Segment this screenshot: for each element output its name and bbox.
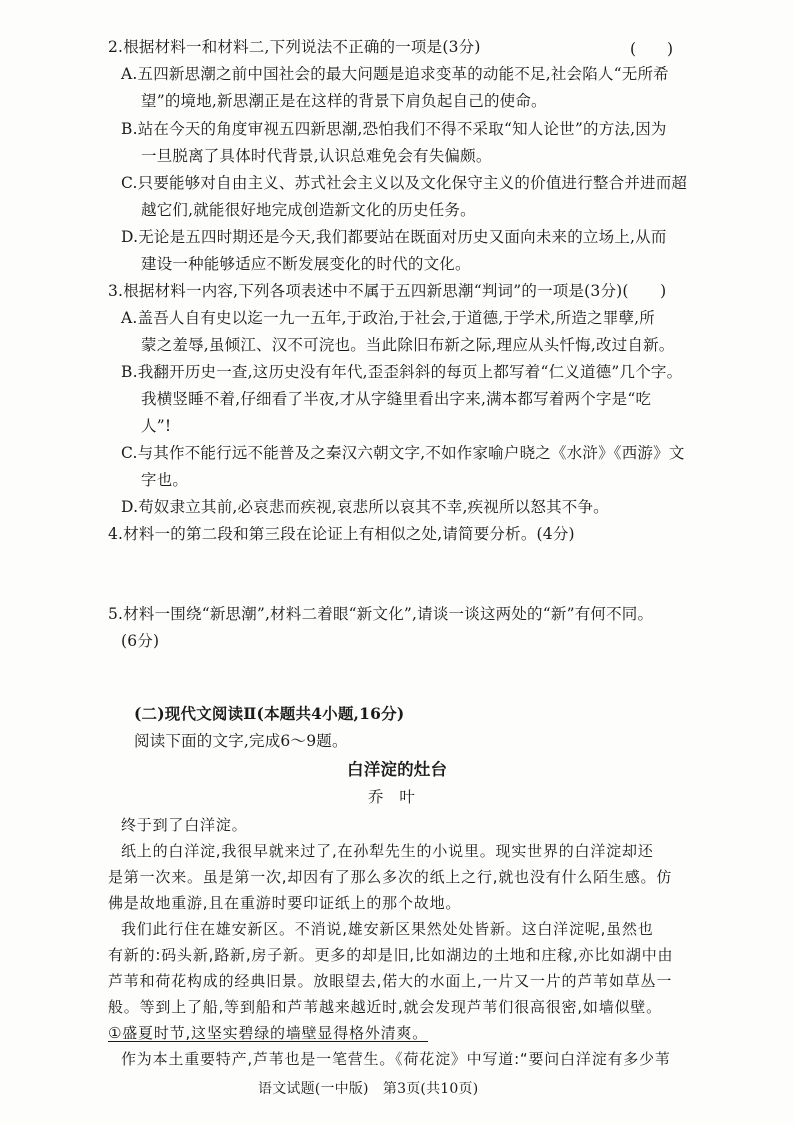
story-underlined-sentence: ①盛夏时节,这坚实碧绿的墙壁显得格外清爽。 (108, 1024, 429, 1042)
story-paragraph-3: 我们此行住在雄安新区。不消说,雄安新区果然处处皆新。这白洋淀呢,虽然也 (121, 920, 654, 938)
story-paragraph-3-cont: 有新的:码头新,路新,房子新。更多的却是旧,比如湖边的土地和庄稼,亦比如湖中由 (108, 946, 674, 964)
q3-option-c-cont: 字也。 (141, 471, 189, 489)
q5-stem-cont: (6分) (121, 632, 160, 650)
article-title: 白洋淀的灶台 (347, 760, 448, 779)
story-paragraph-3-cont2: 芦苇和荷花构成的经典旧景。放眼望去,偌大的水面上,一片又一片的芦苇如草丛一 (108, 972, 673, 990)
q3-option-b-cont2: 人”! (141, 417, 172, 435)
q2-option-b: B.站在今天的角度审视五四新思潮,恐怕我们不得不采取“知人论世”的方法,因为 (121, 120, 667, 138)
story-paragraph-4: 作为本土重要特产,芦苇也是一笔营生。《荷花淀》中写道:“要问白洋淀有多少苇 (121, 1050, 671, 1068)
q4-stem: 4.材料一的第二段和第三段在论证上有相似之处,请简要分析。(4分) (108, 525, 575, 543)
q2-stem: 2.根据材料一和材料二,下列说法不正确的一项是(3分) (108, 38, 481, 56)
q2-option-a: A.五四新思潮之前中国社会的最大问题是追求变革的动能不足,社会陷人“无所希 (121, 65, 669, 83)
q2-option-c-cont: 越它们,就能很好地完成创造新文化的历史任务。 (141, 201, 476, 219)
q3-option-d: D.苟奴隶立其前,必哀悲而疾视,哀悲所以哀其不幸,疾视所以怒其不争。 (121, 498, 609, 516)
q3-option-a: A.盖吾人自有史以迄一九一五年,于政治,于社会,于道德,于学术,所造之罪孽,所 (121, 309, 655, 327)
q2-option-a-cont: 望”的境地,新思潮正是在这样的背景下肩负起自己的使命。 (141, 92, 547, 110)
section-heading: (二)现代文阅读Ⅱ(本题共4小题,16分) (134, 704, 405, 723)
story-paragraph-2-cont2: 佛是故地重游,且在重游时要印证纸上的那个故地。 (108, 894, 462, 912)
page-footer: 语文试题(一中版) 第3页(共10页) (258, 1081, 479, 1097)
q2-answer-bracket: ( ) (630, 40, 674, 58)
q3-stem: 3.根据材料一内容,下列各项表述中不属于五四新思潮“判词”的一项是(3分)( ) (108, 282, 667, 300)
article-author: 乔 叶 (368, 788, 416, 806)
story-paragraph-2: 纸上的白洋淀,我很早就来过了,在孙犁先生的小说里。现实世界的白洋淀却还 (121, 842, 654, 860)
q2-option-d-cont: 建设一种能够适应不断发展变化的时代的文化。 (141, 255, 471, 273)
q2-option-b-cont: 一旦脱离了具体时代背景,认识总难免会有失偏颇。 (141, 147, 492, 165)
q5-stem: 5.材料一围绕“新思潮”,材料二着眼“新文化”,请谈一谈这两处的“新”有何不同。 (108, 605, 654, 623)
q2-option-c: C.只要能够对自由主义、苏式社会主义以及文化保守主义的价值进行整合并进而超 (121, 174, 688, 192)
story-paragraph-3-cont3: 般。等到上了船,等到船和芦苇越来越近时,就会发现芦苇们很高很密,如墙似壁。 (108, 998, 662, 1016)
section-instruction: 阅读下面的文字,完成6～9题。 (134, 732, 348, 750)
q3-option-c: C.与其作不能行远不能普及之秦汉六朝文字,不如作家喻户晓之《水浒》《西游》文 (121, 444, 685, 462)
story-paragraph-2-cont: 是第一次来。虽是第一次,却因有了那么多次的纸上之行,就也没有什么陌生感。仿 (108, 868, 673, 886)
q3-option-a-cont: 蒙之羞辱,虽倾江、汉不可浣也。当此除旧布新之际,理应从头忏悔,改过自新。 (141, 336, 675, 354)
story-paragraph-1: 终于到了白洋淀。 (121, 816, 248, 834)
q2-option-d: D.无论是五四时期还是今天,我们都要站在既面对历史又面向未来的立场上,从而 (121, 228, 667, 246)
q3-option-b-cont: 我横竖睡不着,仔细看了半夜,才从字缝里看出字来,满本都写着两个字是“吃 (141, 390, 652, 408)
q3-option-b: B.我翻开历史一查,这历史没有年代,歪歪斜斜的每页上都写着“仁义道德”几个字。 (121, 363, 683, 381)
